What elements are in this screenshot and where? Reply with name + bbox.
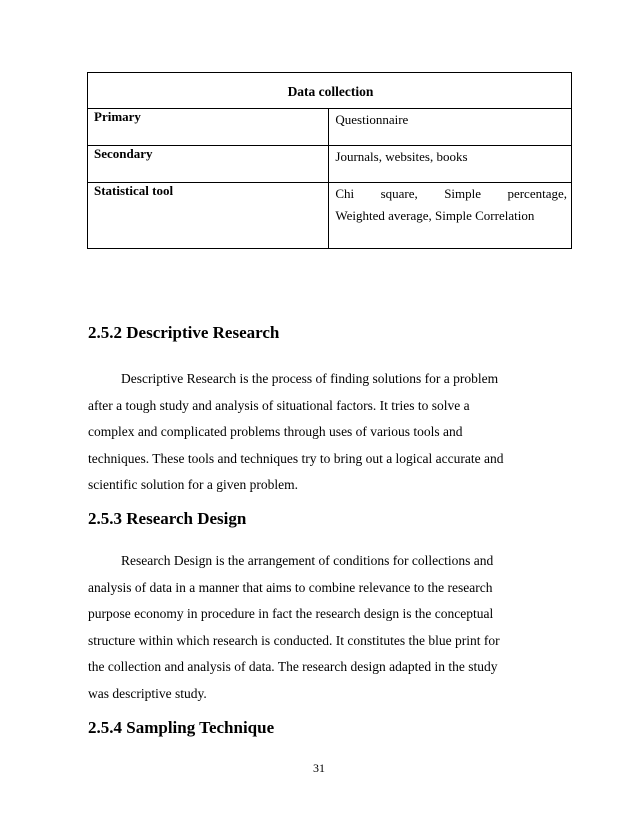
table-value-line: Chi square, Simple percentage,: [335, 186, 567, 201]
table-row: [88, 109, 572, 146]
table-row: [88, 183, 572, 249]
section-heading-descriptive-research: 2.5.2 Descriptive Research: [88, 323, 280, 342]
paragraph-line: structure within which research is conducted. It constitutes the blue print for: [88, 632, 500, 648]
section-paragraph-research-design: [88, 548, 560, 708]
table-row-value: Journals, websites, books: [329, 146, 572, 183]
paragraph-line: Research Design is the arrangement of conditions for collections and: [121, 553, 494, 568]
paragraph-line: was descriptive study.: [88, 685, 207, 701]
paragraph-line: after a tough study and analysis of situational factors. It tries to solve a: [88, 397, 470, 413]
table-row-label: Secondary: [88, 146, 329, 183]
data-collection-table: [87, 72, 572, 249]
section-paragraph-descriptive-research: [88, 366, 560, 499]
page-number: 31: [313, 761, 325, 775]
paragraph-line: Descriptive Research is the process of finding solutions for a problem: [121, 371, 499, 386]
paragraph-line: purpose economy in procedure in fact the research design is the conceptual: [88, 606, 494, 622]
table-caption-row: [88, 73, 572, 109]
table-value-line: Weighted average, Simple Correlation: [335, 208, 535, 223]
paragraph-line: scientific solution for a given problem.: [88, 477, 298, 493]
paragraph-line: the collection and analysis of data. The research design adapted in the study: [88, 659, 498, 675]
table-row-label: Primary: [88, 109, 329, 146]
section-heading-research-design: 2.5.3 Research Design: [88, 509, 247, 528]
table-caption: Data collection: [88, 73, 572, 109]
table-row-value: Questionnaire: [329, 109, 572, 146]
paragraph-line: complex and complicated problems through uses of various tools and: [88, 424, 463, 440]
table-row: [88, 146, 572, 183]
table-row-value: [329, 183, 572, 249]
table-row-label: Statistical tool: [88, 183, 329, 249]
section-heading-sampling-technique: 2.5.4 Sampling Technique: [88, 718, 275, 737]
paragraph-line: analysis of data in a manner that aims to combine relevance to the research: [88, 579, 493, 595]
paragraph-line: techniques. These tools and techniques try to bring out a logical accurate and: [88, 450, 504, 466]
